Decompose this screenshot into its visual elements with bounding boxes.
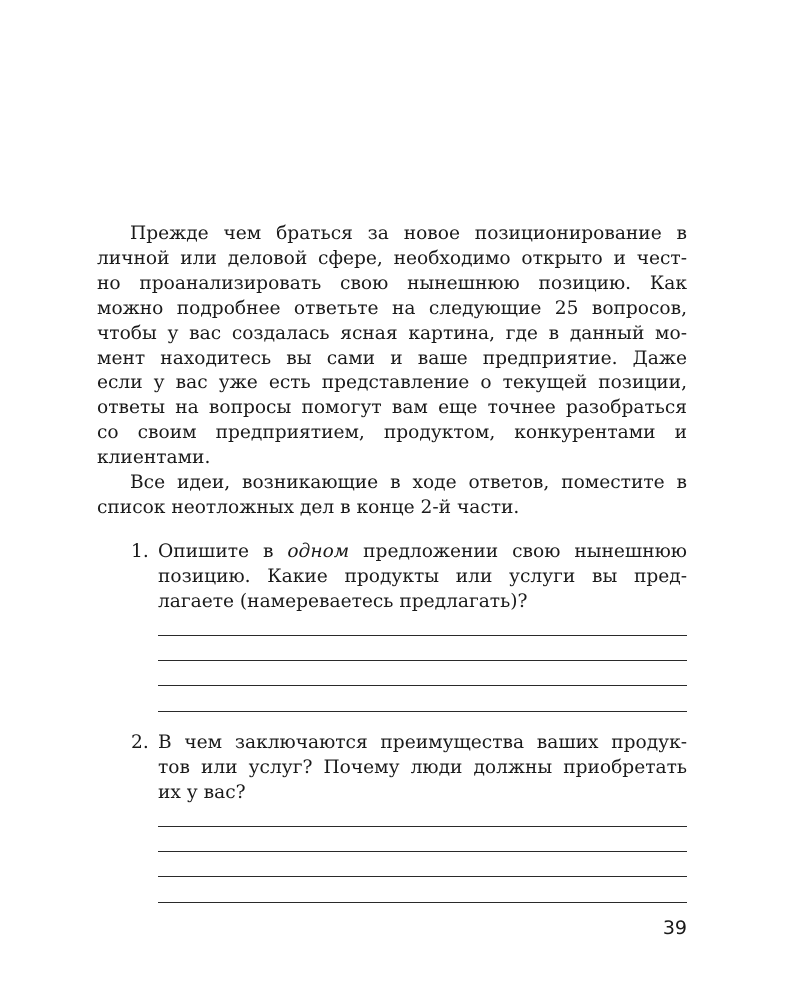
question-text-part: Опишите в bbox=[158, 541, 288, 562]
question-text-line: их у вас? bbox=[158, 781, 246, 803]
answer-line[interactable] bbox=[158, 876, 687, 877]
question-emphasis: одном bbox=[287, 541, 350, 562]
intro-text bbox=[97, 222, 687, 521]
question-number: 2. bbox=[131, 732, 149, 753]
question-text-line: тов или услуг? Почему люди должны приобретать bbox=[158, 756, 687, 778]
question-text-line: позицию. Какие продукты или услуги вы пред- bbox=[158, 565, 687, 587]
answer-line[interactable] bbox=[158, 711, 687, 712]
intro-line: Все идеи, возникающие в ходе ответов, поместите в bbox=[130, 472, 687, 494]
answer-line[interactable] bbox=[158, 826, 687, 827]
question-first-line bbox=[97, 540, 687, 565]
intro-line: мент находитесь вы сами и ваше предприятие. Даже bbox=[97, 347, 687, 369]
intro-line: чтобы у вас создалась ясная картина, где в данный мо- bbox=[97, 322, 687, 344]
answer-line[interactable] bbox=[158, 635, 687, 636]
question-number: 1. bbox=[131, 541, 149, 562]
question-2 bbox=[97, 731, 687, 806]
intro-line: Прежде чем браться за новое позиционирование в bbox=[130, 223, 687, 244]
intro-line: со своим предприятием, продуктом, конкурентами и bbox=[97, 422, 687, 444]
answer-line[interactable] bbox=[158, 902, 687, 903]
question-text-part: предложении свою нынешнюю bbox=[349, 541, 687, 562]
intro-line: личной или деловой сфере, необходимо открыто и чест- bbox=[97, 247, 687, 269]
question-text-line bbox=[158, 540, 687, 565]
answer-line[interactable] bbox=[158, 685, 687, 686]
intro-line: но проанализировать свою нынешнюю позицию. Как bbox=[97, 272, 687, 294]
intro-line: список неотложных дел в конце 2-й части. bbox=[97, 496, 520, 518]
question-text-line bbox=[158, 731, 687, 756]
question-text-part: В чем заключаются преимущества ваших продук- bbox=[158, 732, 687, 753]
question-text-line: лагаете (намереваетесь предлагать)? bbox=[158, 590, 528, 612]
intro-line: ответы на вопросы помогут вам еще точнее разобраться bbox=[97, 397, 687, 419]
intro-line: можно подробнее ответьте на следующие 25 вопросов, bbox=[97, 297, 687, 319]
intro-line: клиентами. bbox=[97, 447, 211, 469]
answer-line[interactable] bbox=[158, 851, 687, 852]
intro-line: если у вас уже есть представление о текущей позиции, bbox=[97, 372, 687, 394]
answer-line[interactable] bbox=[158, 660, 687, 661]
question-first-line bbox=[97, 731, 687, 756]
question-1 bbox=[97, 540, 687, 615]
page-number: 39 bbox=[662, 917, 687, 939]
